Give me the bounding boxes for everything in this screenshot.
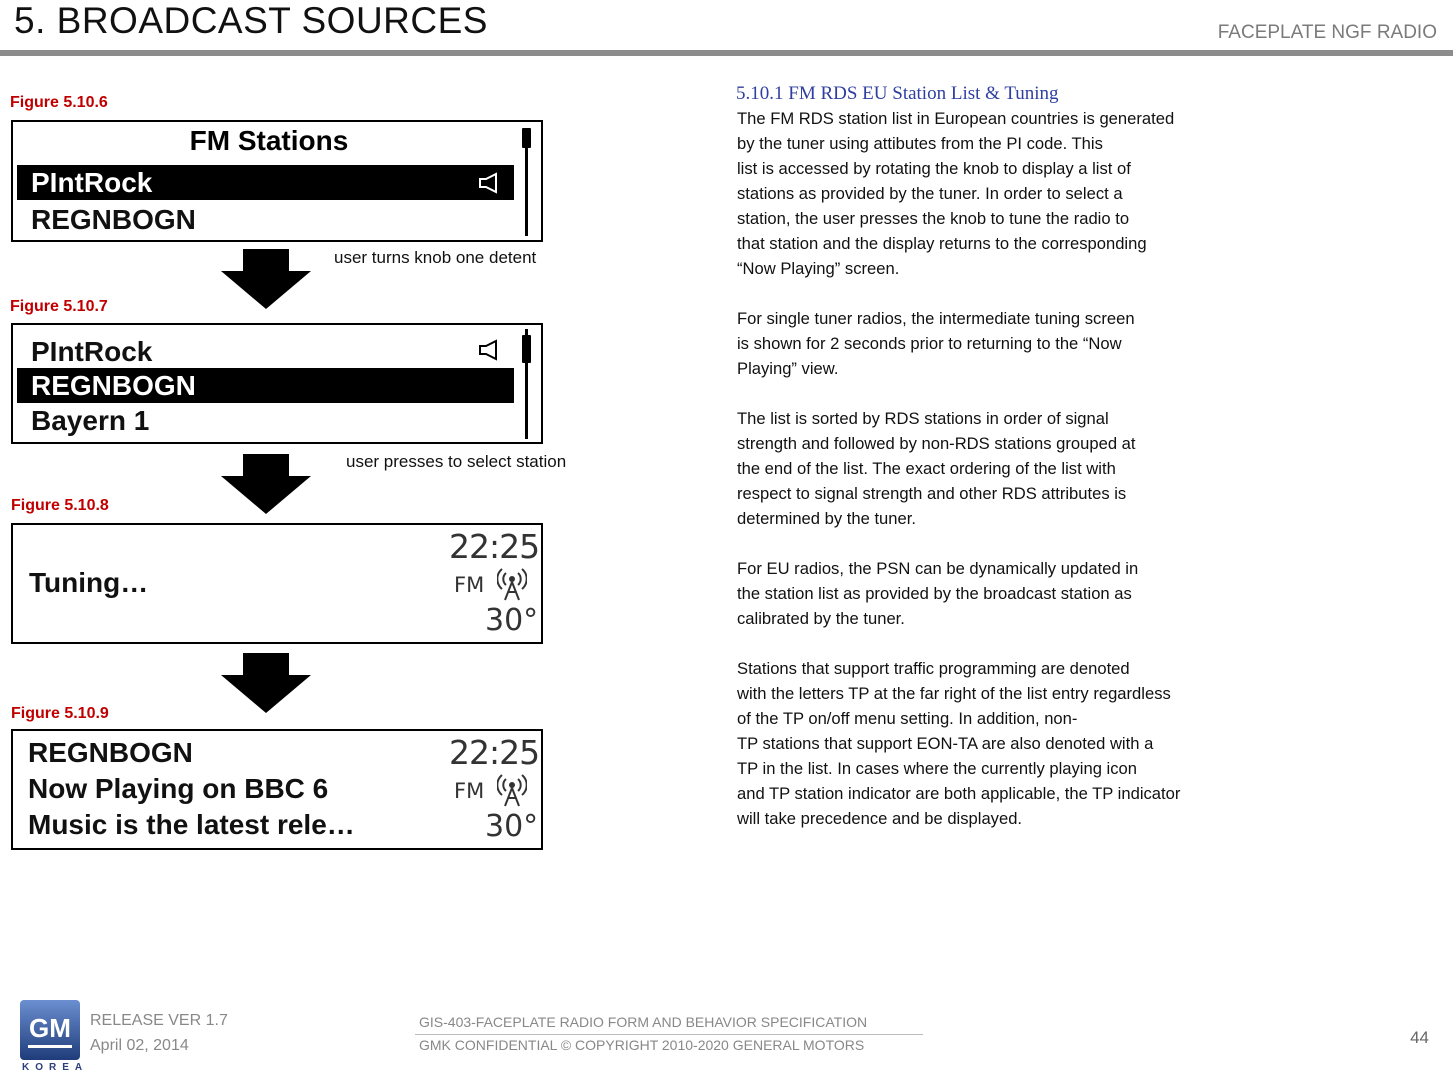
- clock-time: 22:25: [449, 733, 540, 772]
- lcd-tuning-screen: [11, 523, 543, 644]
- body-line: with the letters TP at the far right of the list entry regardless: [737, 684, 1171, 703]
- body-line: TP in the list. In cases where the currently playing icon: [737, 759, 1137, 778]
- body-line: station, the user presses the knob to tune the radio to: [737, 209, 1130, 228]
- lcd-station-list: [11, 120, 543, 242]
- body-paragraph: [737, 656, 1297, 831]
- body-paragraph: [737, 406, 1297, 531]
- list-item-selected[interactable]: PIntRock: [17, 165, 514, 200]
- body-line: the end of the list. The exact ordering of the list with: [737, 459, 1116, 478]
- body-line: The list is sorted by RDS stations in order of signal: [737, 409, 1109, 428]
- step-note: user turns knob one detent: [334, 248, 537, 267]
- list-item[interactable]: PIntRock: [31, 336, 153, 367]
- confidential-notice: GMK CONFIDENTIAL © COPYRIGHT 2010-2020 GENERAL MOTORS: [419, 1037, 865, 1053]
- body-paragraph: [737, 556, 1297, 631]
- figure-label: Figure 5.10.7: [10, 298, 108, 315]
- logo-subtext: KOREA: [22, 1062, 89, 1073]
- body-line: For EU radios, the PSN can be dynamically updated in: [737, 559, 1139, 578]
- body-line: determined by the tuner.: [737, 509, 916, 528]
- down-arrow-icon: [221, 249, 311, 309]
- screen-title: FM Stations: [189, 125, 349, 156]
- list-item[interactable]: REGNBOGN: [31, 204, 196, 235]
- figure-label: Figure 5.10.6: [10, 94, 108, 111]
- scrollbar-thumb[interactable]: [522, 335, 531, 363]
- speaker-icon: [478, 339, 502, 361]
- radio-text-line: Music is the latest rele…: [28, 809, 355, 840]
- speaker-icon: [478, 172, 502, 194]
- body-line: calibrated by the tuner.: [737, 609, 905, 628]
- antenna-icon: [497, 773, 527, 807]
- body-line: list is accessed by rotating the knob to display a list of: [737, 159, 1131, 178]
- section-heading: 5.10.1 FM RDS EU Station List & Tuning: [736, 83, 1059, 104]
- radio-text-line: Now Playing on BBC 6: [28, 773, 329, 804]
- body-line: For single tuner radios, the intermediate tuning screen: [737, 309, 1135, 328]
- body-paragraph: [737, 106, 1297, 281]
- header-rule: [0, 50, 1453, 56]
- body-line: Playing” view.: [737, 359, 839, 378]
- body-line: by the tuner using attibutes from the PI code. This: [737, 134, 1103, 153]
- body-line: of the TP on/off menu setting. In addition, non-: [737, 709, 1078, 728]
- gm-korea-logo: [20, 1000, 80, 1060]
- station-name: REGNBOGN: [28, 737, 193, 768]
- down-arrow-icon: [221, 653, 311, 713]
- body-line: is shown for 2 seconds prior to returning to the “Now: [737, 334, 1122, 353]
- temperature: 30°: [485, 809, 539, 844]
- tuning-text: Tuning…: [29, 567, 149, 598]
- lcd-station-list: [11, 323, 543, 444]
- down-arrow-icon: [221, 454, 311, 514]
- body-line: that station and the display returns to the corresponding: [737, 234, 1147, 253]
- release-date: April 02, 2014: [90, 1037, 189, 1054]
- figure-label: Figure 5.10.9: [11, 705, 109, 722]
- body-line: will take precedence and be displayed.: [737, 809, 1023, 828]
- body-line: “Now Playing” screen.: [737, 259, 900, 278]
- document-brand: FACEPLATE NGF RADIO: [1217, 22, 1437, 43]
- section-body: [737, 106, 1297, 856]
- logo-text: GM: [29, 1013, 71, 1043]
- temperature: 30°: [485, 603, 539, 638]
- step-note: user presses to select station: [346, 452, 567, 471]
- clock-time: 22:25: [449, 527, 540, 566]
- spec-title: GIS-403-FACEPLATE RADIO FORM AND BEHAVIOR SPECIFICATION: [419, 1014, 868, 1030]
- scrollbar-thumb[interactable]: [522, 128, 531, 148]
- list-item[interactable]: Bayern 1: [31, 405, 150, 436]
- release-version: RELEASE VER 1.7: [90, 1012, 228, 1029]
- band-indicator: FM: [454, 779, 485, 803]
- antenna-icon: [497, 567, 527, 601]
- body-paragraph: [737, 306, 1297, 381]
- body-line: the station list as provided by the broadcast station as: [737, 584, 1132, 603]
- figure-label: Figure 5.10.8: [11, 497, 109, 514]
- body-line: TP stations that support EON-TA are also denoted with a: [737, 734, 1154, 753]
- band-indicator: FM: [454, 573, 485, 597]
- page-number: 44: [1410, 1028, 1429, 1047]
- body-line: Stations that support traffic programming are denoted: [737, 659, 1130, 678]
- body-line: The FM RDS station list in European countries is generated: [737, 109, 1175, 128]
- body-line: and TP station indicator are both applicable, the TP indicator: [737, 784, 1181, 803]
- body-line: strength and followed by non-RDS stations grouped at: [737, 434, 1136, 453]
- footer-divider: [415, 1034, 923, 1035]
- page-title: 5. BROADCAST SOURCES: [14, 0, 488, 41]
- body-line: respect to signal strength and other RDS attributes is: [737, 484, 1127, 503]
- lcd-now-playing: [11, 729, 543, 850]
- list-item-selected[interactable]: REGNBOGN: [17, 368, 514, 403]
- body-line: stations as provided by the tuner. In order to select a: [737, 184, 1123, 203]
